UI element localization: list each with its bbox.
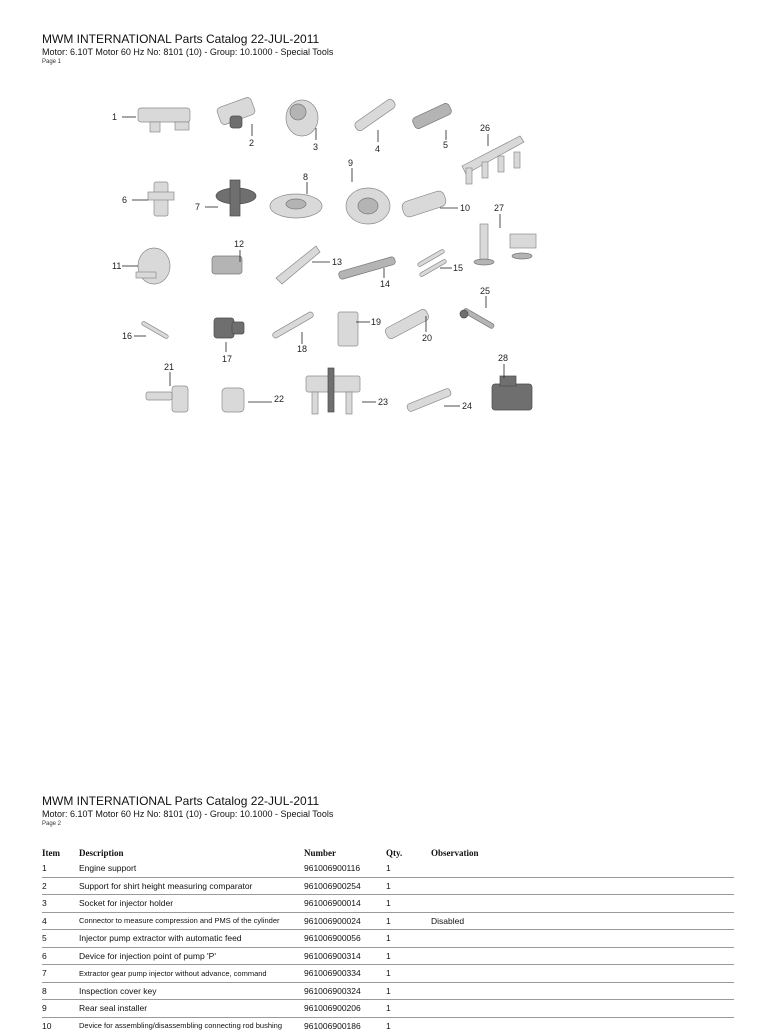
cell-description: Engine support: [79, 863, 137, 874]
cell-item: 7: [42, 965, 79, 983]
cell-number: 961006900024: [304, 912, 386, 930]
cell-qty: 1: [386, 947, 431, 965]
callout-22: 22: [274, 394, 285, 404]
callout-12: 12: [234, 239, 245, 249]
callout-25: 25: [480, 286, 491, 296]
table-row: [42, 860, 734, 877]
cell-item: 4: [42, 912, 79, 930]
callout-19: 19: [371, 317, 382, 327]
col-observation: Observation: [431, 848, 479, 858]
cell-number: 961006900116: [304, 863, 361, 874]
page1-header: [42, 32, 333, 67]
cell-item: 8: [42, 982, 79, 1000]
catalog-subtitle-page2: Motor: 6.10T Motor 60 Hz No: 8101 (10) - Group: 10.1000 - Special Tools: [42, 809, 334, 819]
tools-diagram: [100, 96, 550, 436]
cell-item: 1: [42, 863, 47, 874]
cell-description: Device for injection point of pump 'P': [79, 947, 304, 965]
table-row: [42, 930, 734, 948]
callout-15: 15: [453, 263, 464, 273]
callout-1: 1: [112, 112, 118, 122]
tool-28-device: [492, 353, 532, 410]
tool-18-device: [272, 311, 315, 354]
table-row: [42, 1017, 734, 1034]
cell-description: Injector pump extractor with automatic feed: [79, 930, 304, 948]
tool-16-device: [122, 321, 169, 341]
cell-description: Inspection cover key: [79, 982, 304, 1000]
callout-23: 23: [378, 397, 389, 407]
cell-qty: 1: [386, 877, 431, 895]
tool-15-device: [417, 249, 463, 277]
col-number: Number: [304, 848, 336, 858]
callout-3: 3: [313, 142, 319, 152]
callout-20: 20: [422, 333, 433, 343]
table-row: [42, 982, 734, 1000]
callout-27: 27: [494, 203, 505, 213]
cell-description: Socket for injector holder: [79, 895, 304, 913]
cell-item: 6: [42, 947, 79, 965]
cell-number: 961006900014: [304, 895, 386, 913]
table-row: [42, 1000, 734, 1018]
tool-20-device: [384, 308, 432, 343]
cell-item: 2: [42, 877, 79, 895]
tool-17-device: [214, 318, 244, 364]
catalog-subtitle: Motor: 6.10T Motor 60 Hz No: 8101 (10) - Group: 10.1000 - Special Tools: [42, 47, 334, 57]
callout-2: 2: [249, 138, 255, 148]
callout-7: 7: [195, 202, 201, 212]
tool-5-pump-extractor: [411, 102, 452, 150]
tool-23-puller: [306, 368, 388, 414]
table-row: [42, 912, 734, 930]
cell-description: Support for shirt height measuring comparator: [79, 877, 304, 895]
tool-22-device: [222, 388, 284, 412]
tool-3-injector-socket: [286, 100, 318, 152]
callout-17: 17: [222, 354, 233, 364]
table-row: [42, 965, 734, 983]
cell-number: 961006900324: [304, 982, 386, 1000]
cell-number: 961006900056: [304, 930, 386, 948]
tool-27-bench-device: [474, 203, 536, 265]
special-tools-illustration: [100, 96, 550, 436]
cell-number: 961006900334: [304, 965, 386, 983]
callout-18: 18: [297, 344, 308, 354]
callout-10: 10: [460, 203, 471, 213]
cell-qty: 1: [386, 863, 391, 874]
tool-24-device: [406, 388, 472, 413]
cell-qty: 1: [386, 1000, 431, 1018]
table-row: [42, 947, 734, 965]
callout-16: 16: [122, 331, 133, 341]
callout-21: 21: [164, 362, 175, 372]
tool-9-seal-installer: [346, 158, 390, 224]
cell-description: Device for assembling/disassembling connecting rod bushing: [79, 1017, 304, 1034]
parts-table: [42, 846, 734, 1034]
callout-6: 6: [122, 195, 128, 205]
cell-qty: 1: [386, 1017, 431, 1034]
table-header-row: [42, 846, 734, 860]
callout-13: 13: [332, 257, 343, 267]
tool-19-device: [338, 312, 381, 346]
cell-observation: [431, 982, 734, 1000]
callout-9: 9: [348, 158, 354, 168]
cell-number: 961006900186: [304, 1017, 386, 1034]
cell-observation: [431, 895, 734, 913]
col-qty: Qty.: [386, 848, 403, 858]
page-label-page2: Page 2: [42, 821, 62, 827]
table-row: [42, 877, 734, 895]
table-row: [42, 895, 734, 913]
callout-24: 24: [462, 401, 473, 411]
cell-item: 3: [42, 895, 79, 913]
cell-number: 961006900314: [304, 947, 386, 965]
cell-description: Rear seal installer: [79, 1000, 304, 1018]
tool-1-engine-support: [112, 108, 190, 132]
tool-21-device: [146, 362, 188, 412]
cell-observation: [431, 965, 734, 983]
col-item: Item: [42, 848, 60, 858]
cell-qty: 1: [386, 930, 431, 948]
callout-11: 11: [112, 261, 122, 271]
tool-4-compression-connector: [353, 98, 396, 154]
tool-12-device: [212, 239, 244, 274]
tool-2-comparator-support: [216, 96, 256, 148]
col-description: Description: [79, 848, 124, 858]
cell-item: 10: [42, 1017, 79, 1034]
callout-14: 14: [380, 279, 391, 289]
tool-26-bracket: [462, 123, 524, 184]
cell-observation: [431, 1017, 734, 1034]
tool-6-injection-point-device: [122, 182, 174, 216]
page-label: Page 1: [42, 59, 62, 65]
cell-qty: 1: [386, 965, 431, 983]
cell-description: Connector to measure compression and PMS of the cylinder: [79, 912, 304, 930]
cell-number: 961006900206: [304, 1000, 386, 1018]
tool-7-gear-extractor: [195, 180, 256, 216]
cell-description: Extractor gear pump injector without advance, command: [79, 965, 304, 983]
catalog-title-page2: MWM INTERNATIONAL Parts Catalog 22-JUL-2011: [42, 794, 320, 808]
cell-number: 961006900254: [304, 877, 386, 895]
cell-qty: 1: [386, 912, 431, 930]
cell-qty: 1: [386, 895, 431, 913]
page2-header: [42, 794, 333, 829]
cell-item: 5: [42, 930, 79, 948]
callout-28: 28: [498, 353, 509, 363]
tool-25-device: [460, 286, 495, 329]
tool-10-rod-bushing-device: [401, 190, 470, 219]
tool-14-device: [338, 256, 396, 289]
cell-observation: [431, 947, 734, 965]
cell-observation: [431, 930, 734, 948]
cell-observation: Disabled: [431, 912, 734, 930]
callout-5: 5: [443, 140, 449, 150]
callout-4: 4: [375, 144, 381, 154]
callout-8: 8: [303, 172, 309, 182]
tool-13-device: [276, 246, 342, 284]
tool-11-device: [112, 248, 170, 284]
tool-8-cover-key: [270, 172, 322, 218]
cell-observation: [431, 877, 734, 895]
catalog-title: MWM INTERNATIONAL Parts Catalog 22-JUL-2011: [42, 32, 320, 46]
cell-observation: [431, 1000, 734, 1018]
cell-qty: 1: [386, 982, 431, 1000]
cell-observation: [431, 860, 734, 877]
cell-item: 9: [42, 1000, 79, 1018]
callout-26: 26: [480, 123, 491, 133]
